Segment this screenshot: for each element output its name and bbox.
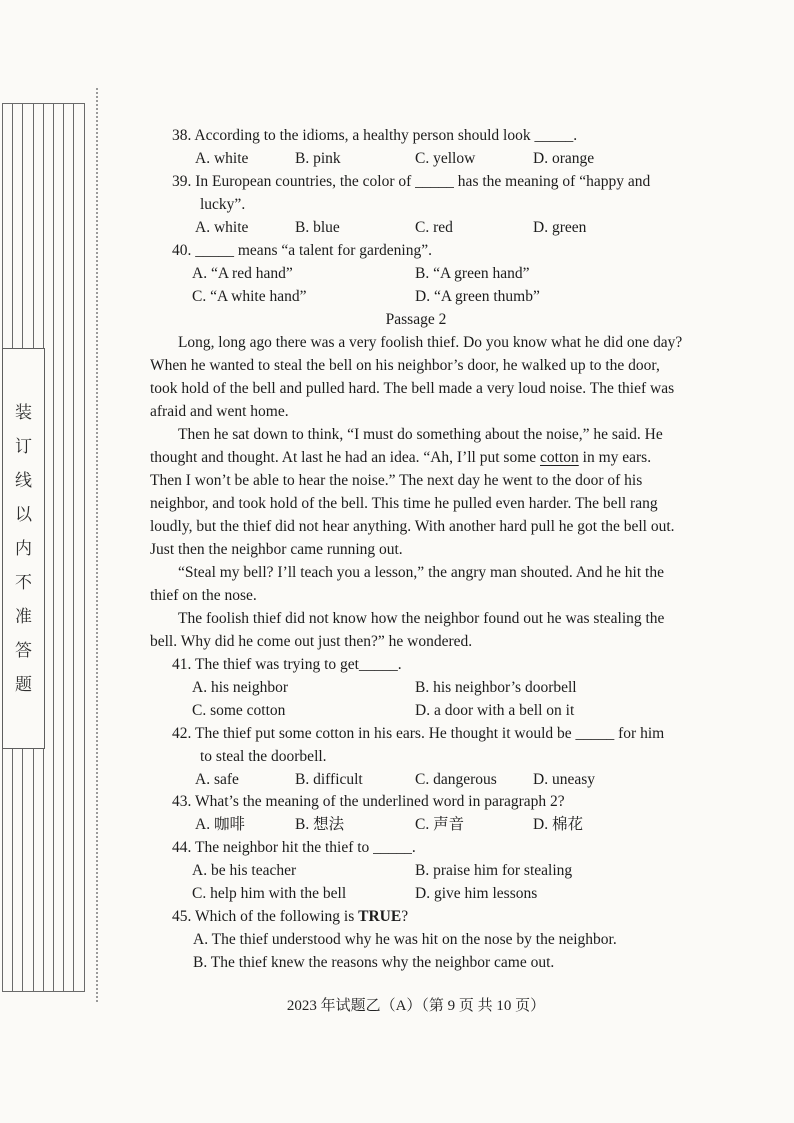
q41-options-cd [150, 699, 682, 722]
q41-option-ab-b: B. his neighbor’s doorbell [415, 679, 577, 696]
passage2-p3-l1: “Steal my bell? I’ll teach you a lesson,” the angry man shouted. And he hit the [178, 564, 664, 581]
q39-option-b: B. blue [295, 219, 340, 236]
q39-option-a: A. white [195, 219, 249, 236]
q39-option-d: D. green [533, 219, 587, 236]
q44-options-ab [150, 859, 682, 882]
q42-options [150, 768, 682, 791]
binding-notice-char: 订 [15, 437, 32, 456]
q39-options [150, 216, 682, 239]
page-footer: 2023 年试题乙（A）（第 9 页 共 10 页） [286, 998, 546, 1014]
binding-notice-char: 以 [15, 505, 32, 524]
q38-option-b: B. pink [295, 150, 341, 167]
passage2-p4-l1: The foolish thief did not know how the neighbor found out he was stealing the [178, 610, 665, 627]
passage2-p3-l2: thief on the nose. [150, 587, 257, 604]
passage2-p1-l4: afraid and went home. [150, 403, 289, 420]
q42-option-b: B. difficult [295, 771, 363, 788]
q42-option-a: A. safe [195, 771, 239, 788]
bold-word: TRUE [358, 908, 402, 925]
q38-option-d: D. orange [533, 150, 595, 167]
binding-notice-char: 准 [15, 607, 32, 626]
q39-stem-cont: lucky”. [200, 196, 246, 213]
q39-stem: 39. In European countries, the color of _____ has the meaning of “happy and [172, 173, 651, 190]
q43-option-b: B. 想法 [295, 816, 345, 833]
q41-option-ab-a: A. his neighbor [192, 679, 289, 696]
q44-stem: 44. The neighbor hit the thief to _____. [172, 839, 416, 856]
q40-option-ab-b: B. “A green hand” [415, 265, 530, 282]
binding-notice-char: 答 [15, 641, 32, 660]
q43-stem: 43. What’s the meaning of the underlined word in paragraph 2? [172, 793, 565, 810]
binding-notice-char: 装 [15, 403, 32, 422]
q38-stem: 38. According to the idioms, a healthy person should look _____. [172, 127, 578, 144]
q41-stem: 41. The thief was trying to get_____. [172, 656, 402, 673]
q42-option-d: D. uneasy [533, 771, 595, 788]
q44-option-cd-b: D. give him lessons [415, 885, 538, 902]
binding-notice-char: 内 [15, 539, 32, 558]
q44-option-cd-a: C. help him with the bell [192, 885, 347, 902]
q43-options [150, 813, 682, 836]
underlined-word: cotton [540, 449, 579, 466]
passage2-p2-l4: neighbor, and took hold of the bell. This time he pulled even harder. The bell rang [150, 495, 658, 512]
q41-option-cd-a: C. some cotton [192, 702, 286, 719]
passage2-p2-l2: thought and thought. At last he had an idea. “Ah, I’ll put some cotton in my ears. [150, 449, 652, 466]
q40-options-ab [150, 262, 682, 285]
q38-option-a: A. white [195, 150, 249, 167]
q40-option-cd-b: D. “A green thumb” [415, 288, 540, 305]
q40-option-ab-a: A. “A red hand” [192, 265, 293, 282]
passage2-p1-l1: Long, long ago there was a very foolish thief. Do you know what he did one day? [178, 334, 683, 351]
q40-options-cd [150, 285, 682, 308]
binding-notice-char: 不 [15, 573, 32, 592]
q44-option-ab-a: A. be his teacher [192, 862, 297, 879]
exam-content [150, 0, 682, 1123]
binding-notice-char: 线 [15, 471, 32, 490]
q42-stem: 42. The thief put some cotton in his ears. He thought it would be _____ for him [172, 725, 665, 742]
passage2-p2-l3: Then I won’t be able to hear the noise.” The next day he went to the door of his [150, 472, 643, 489]
q43-option-d: D. 棉花 [533, 816, 583, 833]
q45-option-a: A. The thief understood why he was hit on the nose by the neighbor. [193, 931, 617, 948]
q40-stem: 40. _____ means “a talent for gardening”. [172, 242, 432, 259]
binding-line [84, 104, 85, 991]
passage2-p2-l1: Then he sat down to think, “I must do something about the noise,” he said. He [178, 426, 663, 443]
q41-options-ab [150, 676, 682, 699]
passage2-p4-l2: bell. Why did he come out just then?” he wondered. [150, 633, 473, 650]
q44-options-cd [150, 882, 682, 905]
q39-option-c: C. red [415, 219, 453, 236]
q40-option-cd-a: C. “A white hand” [192, 288, 307, 305]
passage2-p1-l2: When he wanted to steal the bell on his neighbor’s door, he walked up to the door, [150, 357, 660, 374]
q41-option-cd-b: D. a door with a bell on it [415, 702, 575, 719]
passage2-p1-l3: took hold of the bell and pulled hard. The bell made a very loud noise. The thief was [150, 380, 675, 397]
q43-option-c: C. 声音 [415, 816, 465, 833]
q44-option-ab-b: B. praise him for stealing [415, 862, 573, 879]
q38-option-c: C. yellow [415, 150, 476, 167]
q38-options [150, 147, 682, 170]
q45-option-b: B. The thief knew the reasons why the neighbor came out. [193, 954, 555, 971]
binding-notice-box [2, 348, 45, 749]
binding-line [73, 104, 74, 991]
binding-dotted-line [96, 88, 98, 1002]
passage2-p2-l6: Just then the neighbor came running out. [150, 541, 403, 558]
binding-line [53, 104, 54, 991]
q42-stem-cont: to steal the doorbell. [200, 748, 327, 765]
passage2-p2-l5: loudly, but the thief did not hear anything. With another hard pull he got the bell out. [150, 518, 675, 535]
q45-stem: 45. Which of the following is TRUE? [172, 908, 409, 925]
passage2-heading: Passage 2 [385, 311, 447, 328]
q42-option-c: C. dangerous [415, 771, 497, 788]
binding-notice-char: 题 [15, 675, 32, 694]
q43-option-a: A. 咖啡 [195, 816, 245, 833]
binding-line [63, 104, 64, 991]
